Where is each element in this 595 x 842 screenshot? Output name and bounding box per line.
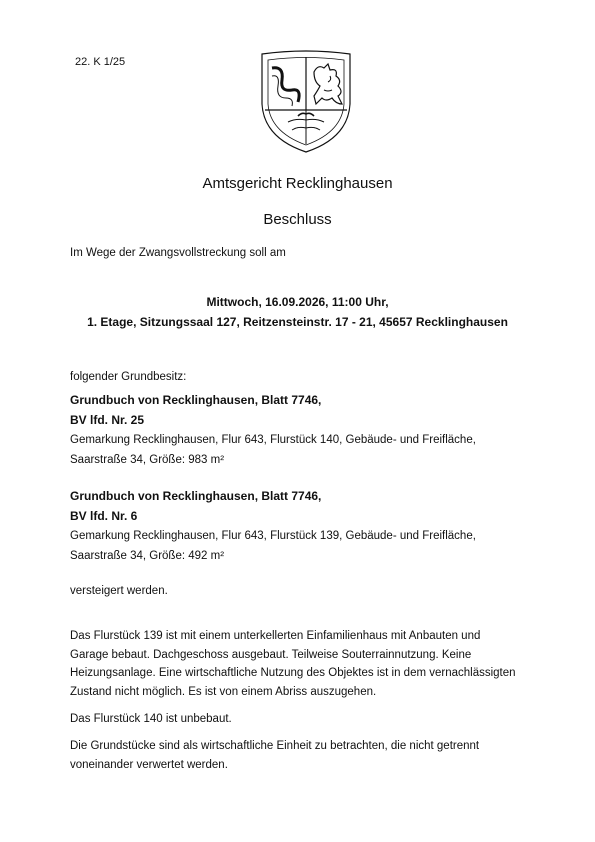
parcel-description: Gemarkung Recklinghausen, Flur 643, Flurstück 140, Gebäude- und Freifläche, — [70, 434, 476, 446]
parcel-address-size: Saarstraße 34, Größe: 983 m² — [70, 454, 225, 466]
property-entry — [70, 390, 530, 470]
outcome-text: versteigert werden. — [70, 585, 168, 597]
property-description: Das Flurstück 139 ist mit einem unterkellerten Einfamilienhaus mit Anbauten und Garage bebaut. Dachgeschoss ausgebaut. Teilweise Souterrainnutzung. Keine Heizungsanlage. Eine wirtschaftliche Nutzung des Objektes ist in dem vernachlässigten Zustand nicht möglich. Es ist von einem Abriss auszugehen. — [70, 630, 516, 698]
bv-number: BV lfd. Nr. 6 — [70, 509, 138, 523]
file-number: 22. K 1/25 — [75, 56, 126, 68]
property-list — [70, 390, 530, 582]
nrw-coat-of-arms-icon — [258, 46, 354, 156]
land-register: Grundbuch von Recklinghausen, Blatt 7746, — [70, 489, 322, 503]
parcel-description: Gemarkung Recklinghausen, Flur 643, Flurstück 139, Gebäude- und Freifläche, — [70, 530, 476, 542]
property-intro: folgender Grundbesitz: — [70, 371, 187, 383]
unit-note: Die Grundstücke sind als wirtschaftliche Einheit zu betrachten, die nicht getrennt voneinander verwertet werden. — [70, 740, 480, 771]
document-title: Beschluss — [263, 211, 332, 228]
parcel-note: Das Flurstück 140 ist unbebaut. — [70, 713, 232, 725]
court-name: Amtsgericht Recklinghausen — [202, 175, 393, 192]
intro-text: Im Wege der Zwangsvollstreckung soll am — [70, 247, 286, 259]
property-entry — [70, 486, 530, 566]
bv-number: BV lfd. Nr. 25 — [70, 413, 145, 427]
land-register: Grundbuch von Recklinghausen, Blatt 7746, — [70, 393, 322, 407]
parcel-address-size: Saarstraße 34, Größe: 492 m² — [70, 550, 225, 562]
auction-date: Mittwoch, 16.09.2026, 11:00 Uhr, — [206, 295, 389, 309]
auction-place: 1. Etage, Sitzungssaal 127, Reitzensteinstr. 17 - 21, 45657 Recklinghausen — [87, 315, 508, 329]
